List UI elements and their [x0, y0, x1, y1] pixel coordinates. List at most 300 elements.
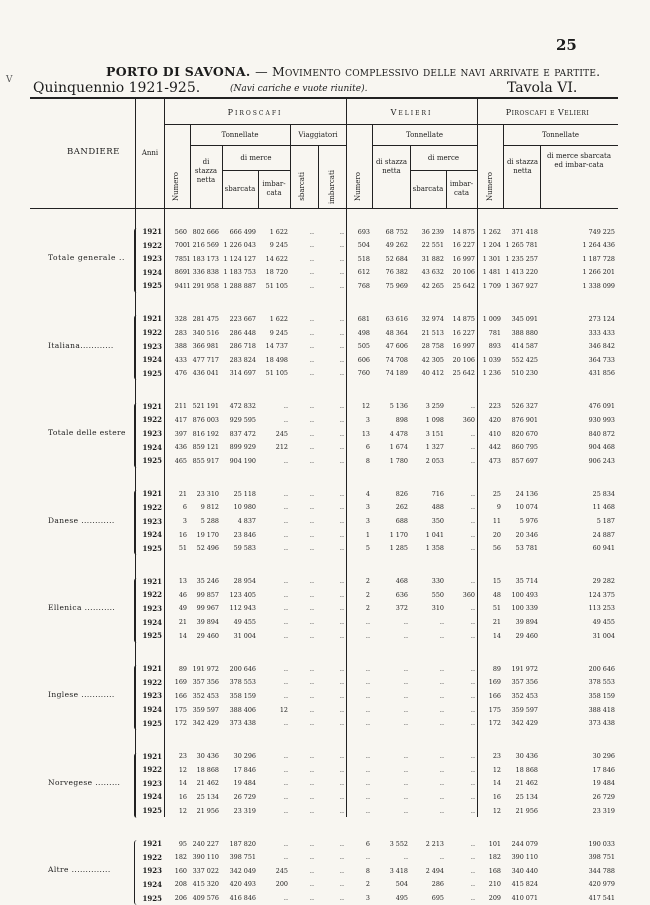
table-cell: 100 339: [511, 604, 538, 613]
table-cell: ..: [339, 894, 344, 903]
table-cell: 21: [178, 618, 187, 627]
table-cell: 3 552: [389, 839, 408, 848]
table-cell: ..: [283, 839, 288, 848]
table-cell: 175: [488, 705, 501, 714]
title-subtitle: — Movimento complessivo delle navi arrivate e partite.: [255, 64, 601, 79]
table-cell: 436: [174, 443, 187, 452]
table-cell: 504: [395, 880, 408, 889]
row-year: 1925: [142, 543, 162, 553]
table-cell: 518: [357, 254, 370, 263]
table-cell: 68 752: [385, 227, 408, 236]
table-cell: 666 499: [229, 227, 256, 236]
table-cell: 366 981: [192, 342, 219, 351]
table-cell: 25: [492, 489, 501, 498]
table-cell: ..: [283, 894, 288, 903]
table-cell: 200 646: [229, 664, 256, 673]
table-cell: 468: [395, 577, 408, 586]
table-cell: ..: [309, 631, 314, 640]
table-cell: 29 282: [592, 577, 615, 586]
table-cell: 1 216 569: [186, 241, 219, 250]
table-cell: ..: [309, 355, 314, 364]
table-cell: 89: [492, 664, 501, 673]
table-cell: 855 917: [192, 456, 219, 465]
group-label: Ellenica ...........: [48, 602, 116, 612]
table-cell: 1 358: [425, 544, 444, 553]
table-cell: 417 541: [588, 894, 615, 903]
table-cell: ..: [339, 866, 344, 875]
table-cell: ..: [470, 443, 475, 452]
table-cell: 1 183 753: [223, 268, 256, 277]
table-cell: ..: [470, 456, 475, 465]
table-cell: 1 041: [425, 530, 444, 539]
table-cell: 358 159: [588, 691, 615, 700]
table-cell: 30 296: [233, 752, 256, 761]
table-cell: ..: [403, 752, 408, 761]
table-cell: 9 812: [200, 503, 219, 512]
table-cell: ..: [309, 894, 314, 903]
table-cell: 24 136: [515, 489, 538, 498]
table-cell: 113 253: [588, 604, 615, 613]
table-cell: 28 758: [421, 342, 444, 351]
table-cell: ..: [339, 691, 344, 700]
table-cell: 166: [488, 691, 501, 700]
table-cell: 358 159: [229, 691, 256, 700]
table-cell: 504: [357, 241, 370, 250]
table-cell: 781: [488, 328, 501, 337]
table-cell: 859 121: [192, 443, 219, 452]
table-cell: 21 956: [196, 806, 219, 815]
table-cell: 3: [365, 503, 370, 512]
table-cell: ..: [309, 839, 314, 848]
table-cell: ..: [339, 429, 344, 438]
table-cell: ..: [309, 342, 314, 351]
margin-mark: V: [6, 75, 13, 85]
table-cell: 388: [174, 342, 187, 351]
table-cell: 223 667: [229, 314, 256, 323]
table-cell: ..: [339, 402, 344, 411]
table-cell: 211: [174, 402, 187, 411]
table-cell: 95: [178, 839, 187, 848]
row-year: 1924: [142, 617, 162, 627]
table-cell: 2: [365, 590, 370, 599]
table-cell: 8: [365, 866, 370, 875]
table-cell: 42 265: [421, 281, 444, 290]
table-cell: 182: [488, 853, 501, 862]
table-cell: 286: [431, 880, 444, 889]
table-cell: 39 894: [196, 618, 219, 627]
table-cell: ..: [470, 806, 475, 815]
table-cell: ..: [283, 517, 288, 526]
table-cell: 860 795: [511, 443, 538, 452]
table-cell: 273 124: [588, 314, 615, 323]
table-cell: 21: [178, 489, 187, 498]
table-cell: 1 009: [482, 314, 501, 323]
table-cell: 74 708: [385, 355, 408, 364]
table-cell: 245: [275, 429, 288, 438]
table-cell: ..: [339, 590, 344, 599]
table-cell: ..: [339, 792, 344, 801]
table-cell: ..: [283, 779, 288, 788]
table-cell: ..: [283, 792, 288, 801]
table-cell: 826: [395, 489, 408, 498]
table-cell: ..: [309, 590, 314, 599]
table-cell: ..: [403, 765, 408, 774]
table-cell: 345 091: [511, 314, 538, 323]
table-cell: 2: [365, 577, 370, 586]
table-cell: ..: [470, 489, 475, 498]
table-cell: 521 191: [192, 402, 219, 411]
table-cell: 1 291 958: [186, 281, 219, 290]
table-cell: ..: [339, 355, 344, 364]
table-cell: 352 453: [192, 691, 219, 700]
table-cell: 123 405: [229, 590, 256, 599]
table-cell: ..: [309, 369, 314, 378]
table-cell: 930 993: [588, 415, 615, 424]
table-cell: 929 595: [229, 415, 256, 424]
table-cell: 245: [275, 866, 288, 875]
table-cell: ..: [339, 443, 344, 452]
table-cell: ..: [470, 779, 475, 788]
table-cell: 14: [492, 631, 501, 640]
table-cell: ..: [309, 618, 314, 627]
table-cell: ..: [365, 853, 370, 862]
header-stazza-vel: di stazza netta: [375, 158, 408, 175]
table-cell: 172: [174, 719, 187, 728]
table-cell: 1: [365, 530, 370, 539]
table-cell: ..: [470, 664, 475, 673]
table-cell: 442: [488, 443, 501, 452]
table-cell: ..: [470, 517, 475, 526]
table-cell: 23 319: [592, 806, 615, 815]
table-cell: 12: [178, 765, 187, 774]
row-year: 1922: [142, 240, 162, 250]
table-cell: 505: [357, 342, 370, 351]
row-year: 1925: [142, 281, 162, 291]
table-cell: 465: [174, 456, 187, 465]
table-cell: ..: [365, 779, 370, 788]
table-cell: 30 296: [592, 752, 615, 761]
table-cell: ..: [470, 719, 475, 728]
title-main: PORTO DI SAVONA.: [106, 64, 251, 79]
table-cell: ..: [470, 544, 475, 553]
table-cell: 26 729: [592, 792, 615, 801]
table-cell: 16 997: [452, 342, 475, 351]
table-cell: ..: [439, 779, 444, 788]
table-cell: ..: [470, 705, 475, 714]
table-cell: ..: [470, 604, 475, 613]
table-cell: ..: [339, 705, 344, 714]
table-cell: 99 857: [196, 590, 219, 599]
table-cell: 3 418: [389, 866, 408, 875]
table-cell: 2 494: [425, 866, 444, 875]
table-cell: 4 478: [389, 429, 408, 438]
row-year: 1921: [142, 401, 162, 411]
table-cell: 371 418: [511, 227, 538, 236]
table-cell: 416 846: [229, 894, 256, 903]
header-stazza-tot: di stazza netta: [506, 158, 539, 175]
table-cell: ..: [339, 328, 344, 337]
row-year: 1924: [142, 530, 162, 540]
table-cell: 560: [174, 227, 187, 236]
table-cell: 1 265 781: [505, 241, 538, 250]
table-cell: 476: [174, 369, 187, 378]
row-year: 1922: [142, 502, 162, 512]
table-cell: 695: [431, 894, 444, 903]
table-cell: ..: [309, 792, 314, 801]
table-cell: 14 737: [265, 342, 288, 351]
table-cell: ..: [403, 631, 408, 640]
table-cell: 2: [365, 880, 370, 889]
header-piro-velieri: Piroscafi e Velieri: [505, 108, 590, 117]
table-cell: ..: [339, 752, 344, 761]
table-cell: 1 413 220: [505, 268, 538, 277]
row-year: 1921: [142, 314, 162, 324]
table-cell: 17 846: [233, 765, 256, 774]
table-cell: 29 460: [515, 631, 538, 640]
table-cell: 346 842: [588, 342, 615, 351]
table-cell: 40 412: [421, 369, 444, 378]
table-cell: ..: [339, 314, 344, 323]
table-cell: ..: [339, 254, 344, 263]
table-cell: 1 285: [389, 544, 408, 553]
table-cell: 1 124 127: [223, 254, 256, 263]
table-cell: 333 433: [588, 328, 615, 337]
table-cell: 431 856: [588, 369, 615, 378]
table-cell: 3: [182, 517, 187, 526]
header-stazza-piro: di stazza netta: [194, 158, 218, 184]
table-cell: ..: [339, 456, 344, 465]
table-cell: ..: [339, 719, 344, 728]
row-year: 1923: [142, 341, 162, 351]
table-cell: 168: [488, 866, 501, 875]
table-cell: ..: [403, 853, 408, 862]
table-cell: 1 187 728: [582, 254, 615, 263]
table-cell: 749 225: [588, 227, 615, 236]
table-cell: ..: [439, 719, 444, 728]
table-cell: ..: [309, 664, 314, 673]
table-cell: ..: [439, 678, 444, 687]
table-cell: ..: [283, 530, 288, 539]
table-cell: ..: [339, 880, 344, 889]
table-cell: ..: [339, 227, 344, 236]
table-cell: 43 632: [421, 268, 444, 277]
table-cell: ..: [339, 678, 344, 687]
row-year: 1924: [142, 792, 162, 802]
table-cell: 857 697: [511, 456, 538, 465]
table-cell: ..: [309, 866, 314, 875]
table-cell: ..: [309, 678, 314, 687]
table-cell: ..: [339, 806, 344, 815]
table-cell: 20 106: [452, 355, 475, 364]
table-cell: ..: [309, 604, 314, 613]
table-cell: ..: [470, 880, 475, 889]
table-cell: 5 288: [200, 517, 219, 526]
table-cell: 51: [178, 544, 187, 553]
table-cell: 101: [488, 839, 501, 848]
table-cell: 18 498: [265, 355, 288, 364]
table-cell: 310: [431, 604, 444, 613]
table-cell: 906 243: [588, 456, 615, 465]
row-year: 1921: [142, 489, 162, 499]
table-cell: 330: [431, 577, 444, 586]
table-cell: ..: [403, 618, 408, 627]
table-cell: 25 134: [196, 792, 219, 801]
table-cell: 21 513: [421, 328, 444, 337]
table-cell: 31 004: [233, 631, 256, 640]
table-cell: 12: [492, 806, 501, 815]
table-cell: ..: [339, 631, 344, 640]
table-cell: 46: [178, 590, 187, 599]
table-cell: 340 440: [511, 866, 538, 875]
table-cell: ..: [470, 894, 475, 903]
table-cell: 22 551: [421, 241, 444, 250]
table-cell: 344 788: [588, 866, 615, 875]
table-cell: 359 597: [192, 705, 219, 714]
table-cell: ..: [339, 369, 344, 378]
group-label: Norvegese .........: [48, 777, 121, 787]
table-cell: 12: [361, 402, 370, 411]
header-numero-piro: Numero: [172, 172, 180, 201]
table-cell: 1 098: [425, 415, 444, 424]
table-cell: ..: [339, 618, 344, 627]
table-cell: ..: [439, 765, 444, 774]
table-cell: 388 880: [511, 328, 538, 337]
table-cell: 1 266 201: [582, 268, 615, 277]
table-cell: 200: [275, 880, 288, 889]
table-cell: 820 670: [511, 429, 538, 438]
table-cell: ..: [470, 765, 475, 774]
row-year: 1922: [142, 415, 162, 425]
table-cell: 75 969: [385, 281, 408, 290]
table-cell: ..: [309, 456, 314, 465]
table-cell: 476 091: [588, 402, 615, 411]
table-cell: 1 235 257: [505, 254, 538, 263]
table-cell: 23 319: [233, 806, 256, 815]
table-cell: 606: [357, 355, 370, 364]
table-cell: ..: [339, 664, 344, 673]
table-cell: ..: [309, 429, 314, 438]
header-imbarcata-piro: imbar-cata: [262, 180, 286, 197]
table-cell: 364 733: [588, 355, 615, 364]
table-cell: 13: [361, 429, 370, 438]
header-bandiere: BANDIERE: [67, 147, 120, 157]
table-cell: ..: [365, 664, 370, 673]
table-cell: ..: [283, 604, 288, 613]
table-cell: ..: [309, 752, 314, 761]
row-year: 1921: [142, 751, 162, 761]
table-cell: 360: [462, 415, 475, 424]
table-cell: ..: [470, 839, 475, 848]
table-cell: 373 438: [588, 719, 615, 728]
table-cell: 99 967: [196, 604, 219, 613]
row-year: 1925: [142, 893, 162, 903]
table-cell: 209: [488, 894, 501, 903]
table-cell: 51 105: [265, 369, 288, 378]
table-cell: ..: [309, 328, 314, 337]
table-cell: ..: [283, 577, 288, 586]
table-cell: ..: [403, 719, 408, 728]
table-cell: ..: [365, 705, 370, 714]
table-cell: 893: [488, 342, 501, 351]
table-cell: 1 338 099: [582, 281, 615, 290]
table-cell: 20 346: [515, 530, 538, 539]
table-cell: ..: [309, 402, 314, 411]
table-cell: 23 310: [196, 489, 219, 498]
table-cell: 30 436: [196, 752, 219, 761]
table-cell: 18 868: [196, 765, 219, 774]
table-cell: 1 367 927: [505, 281, 538, 290]
table-cell: ..: [309, 503, 314, 512]
table-cell: 398 751: [229, 853, 256, 862]
table-cell: ..: [365, 806, 370, 815]
table-cell: 904 190: [229, 456, 256, 465]
table-cell: 10 980: [233, 503, 256, 512]
table-cell: 31 882: [421, 254, 444, 263]
table-cell: 328: [174, 314, 187, 323]
group-label: Altre ..............: [48, 865, 111, 875]
table-cell: ..: [339, 281, 344, 290]
table-cell: 175: [174, 705, 187, 714]
table-cell: 3: [365, 517, 370, 526]
table-cell: ..: [339, 577, 344, 586]
table-cell: ..: [339, 489, 344, 498]
table-cell: 1 327: [425, 443, 444, 452]
table-cell: 52 496: [196, 544, 219, 553]
table-cell: 398 751: [588, 853, 615, 862]
table-cell: ..: [439, 618, 444, 627]
page-title: [106, 64, 600, 79]
table-cell: 373 438: [229, 719, 256, 728]
table-cell: 36 239: [421, 227, 444, 236]
table-cell: 281 475: [192, 314, 219, 323]
table-cell: 876 003: [192, 415, 219, 424]
table-cell: 23 846: [233, 530, 256, 539]
table-cell: 495: [395, 894, 408, 903]
table-cell: 409 576: [192, 894, 219, 903]
table-cell: ..: [470, 752, 475, 761]
table-cell: 2: [365, 604, 370, 613]
table-cell: ..: [439, 853, 444, 862]
table-cell: 688: [395, 517, 408, 526]
table-cell: ..: [309, 779, 314, 788]
table-cell: 869: [174, 268, 187, 277]
table-cell: 1 301: [482, 254, 501, 263]
table-cell: 206: [174, 894, 187, 903]
table-cell: ..: [470, 402, 475, 411]
table-cell: 51: [492, 604, 501, 613]
table-cell: 477 717: [192, 355, 219, 364]
header-dimerce-piro: di merce: [240, 154, 272, 162]
table-cell: 9 245: [269, 328, 288, 337]
table-cell: 25 834: [592, 489, 615, 498]
table-cell: 4 837: [237, 517, 256, 526]
table-cell: 223: [488, 402, 501, 411]
table-cell: 169: [174, 678, 187, 687]
table-cell: ..: [283, 456, 288, 465]
table-cell: 1 264 436: [582, 241, 615, 250]
table-cell: 3: [365, 894, 370, 903]
table-cell: 172: [488, 719, 501, 728]
group-label: Totale delle estere: [48, 428, 126, 438]
table-cell: 53 781: [515, 544, 538, 553]
table-cell: 51 105: [265, 281, 288, 290]
row-year: 1925: [142, 456, 162, 466]
table-cell: ..: [470, 792, 475, 801]
table-cell: ..: [439, 806, 444, 815]
table-cell: 16 227: [452, 328, 475, 337]
table-cell: 16: [178, 530, 187, 539]
group-label: Danese ............: [48, 515, 115, 525]
